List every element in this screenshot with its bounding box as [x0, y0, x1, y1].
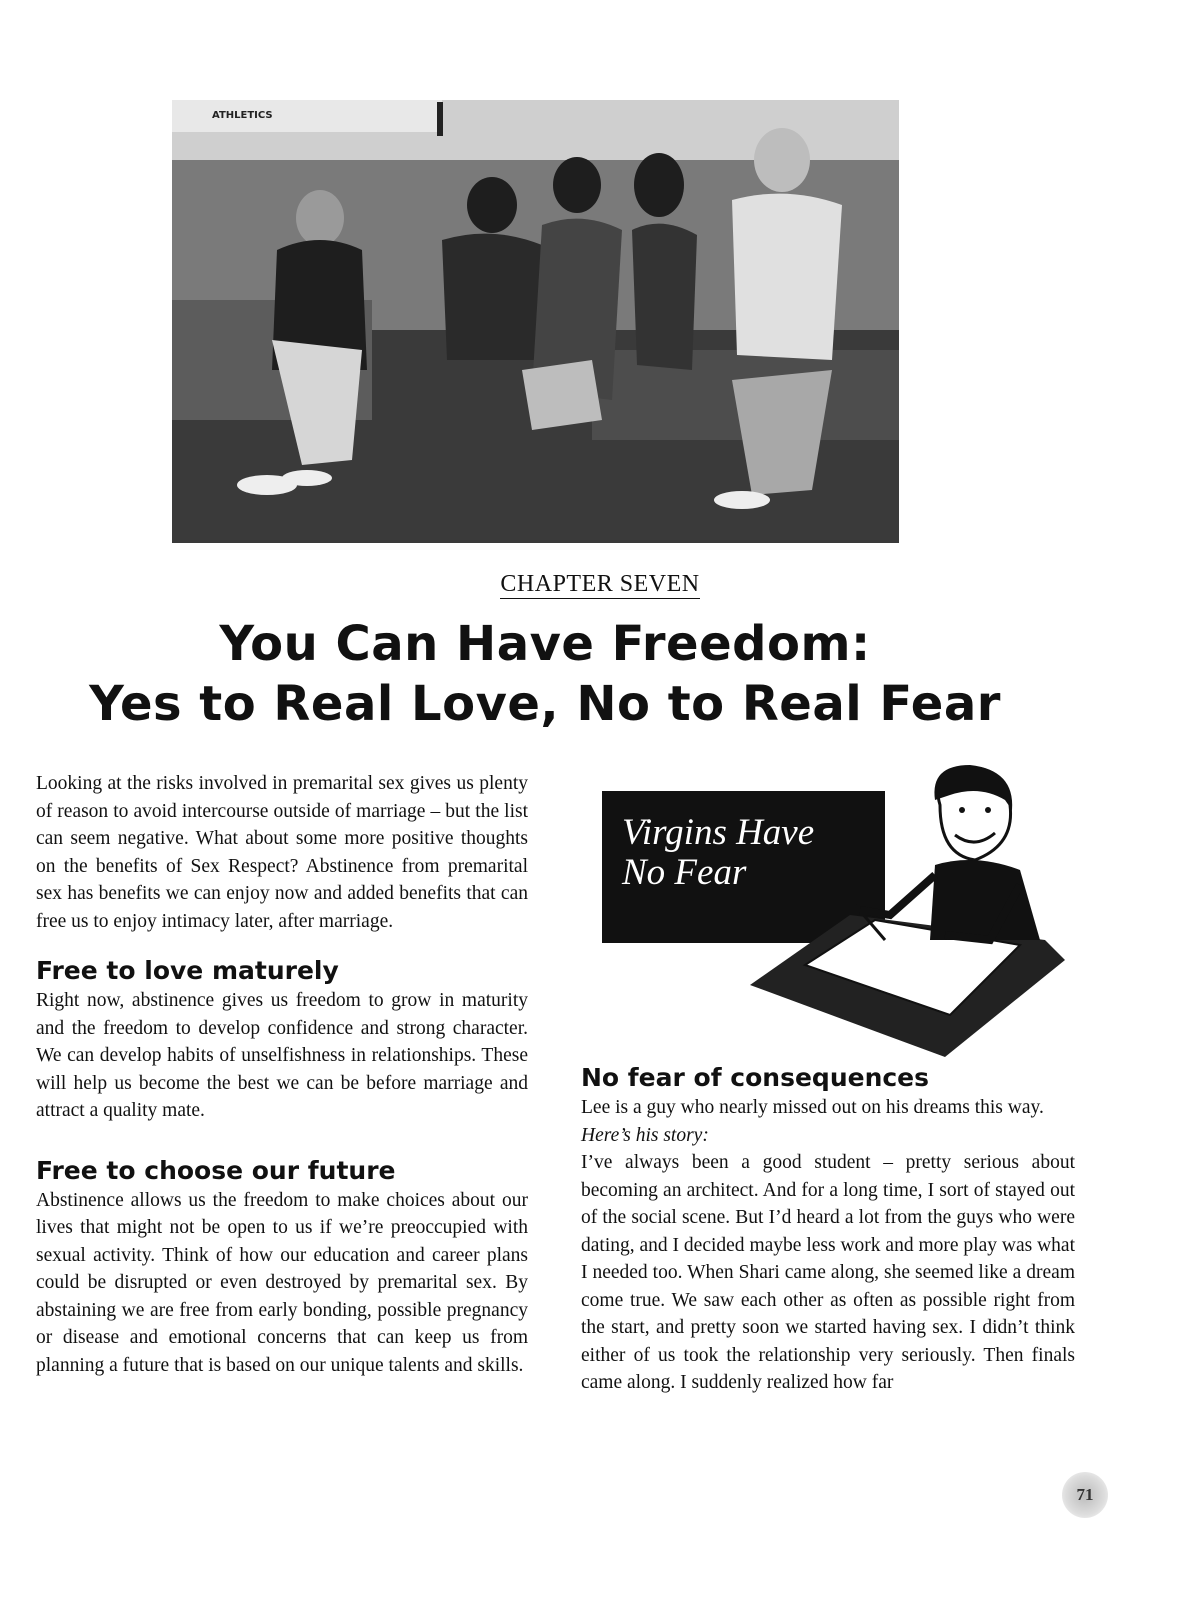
title-line-2: Yes to Real Love, No to Real Fear: [89, 676, 1001, 732]
lee-intro: Lee is a guy who nearly missed out on his dreams this way.: [581, 1097, 1044, 1118]
left-column: [36, 770, 528, 1379]
virgins-have-no-fear-illustration: [600, 765, 1065, 1060]
intro-paragraph: Looking at the risks involved in premarital sex gives us plenty of reason to avoid intercourse outside of marriage – but the list can seem negative. What about some more positive thoughts on the benefits of Sex Respect? Abstinence from premarital sex has benefits we can enjoy now and added benefits that can free us to enjoy intimacy later, after marriage.: [36, 773, 528, 932]
chapter-title: [0, 614, 1090, 734]
section-heading-love-maturely: Free to love maturely: [36, 956, 339, 985]
section-heading-no-fear: No fear of consequences: [581, 1063, 930, 1092]
chapter-photo: [172, 100, 899, 543]
right-column: [581, 1062, 1075, 1397]
story-label: Here’s his story:: [581, 1124, 709, 1146]
badge-line-2: No Fear: [622, 852, 747, 893]
section-heading-choose-future: Free to choose our future: [36, 1155, 396, 1185]
lee-story: I’ve always been a good student – pretty serious about becoming an architect. And for a long time, I sort of stayed out of the social scene. But I’d heard a lot from the guys who were dating, and I decided maybe less work and more play was what I needed too. When Shari came along, she seemed like a dream come true. We saw each other as often as possible right from the start, and pretty soon we started having sex. I didn’t think either of us took the relationship very seriously. Then finals came along. I suddenly realized how far: [581, 1152, 1075, 1393]
chapter-label: CHAPTER SEVEN: [500, 571, 700, 597]
section-body-love-maturely: Right now, abstinence gives us freedom to grow in maturity and the freedom to develop confidence and strong character. We can develop habits of unselfishness in relationships. These will help us become the best we can be before marriage and attract a quality mate.: [36, 990, 528, 1121]
title-line-1: You Can Have Freedom:: [219, 616, 871, 672]
illustration-badge-text: [622, 813, 882, 893]
athletics-sign: ATHLETICS: [212, 110, 273, 121]
page-number: 71: [1062, 1472, 1108, 1518]
badge-line-1: Virgins Have: [622, 812, 815, 853]
section-body-choose-future: Abstinence allows us the freedom to make choices about our lives that might not be open to us if we’re preoccupied with sexual activity. Think of how our education and career plans could be disrupted or even destroyed by premarital sex. By abstaining we are free from early bonding, possible pregnancy or disease and emotional concerns that can keep us from planning a future that is based on our unique talents and skills.: [36, 1189, 528, 1376]
